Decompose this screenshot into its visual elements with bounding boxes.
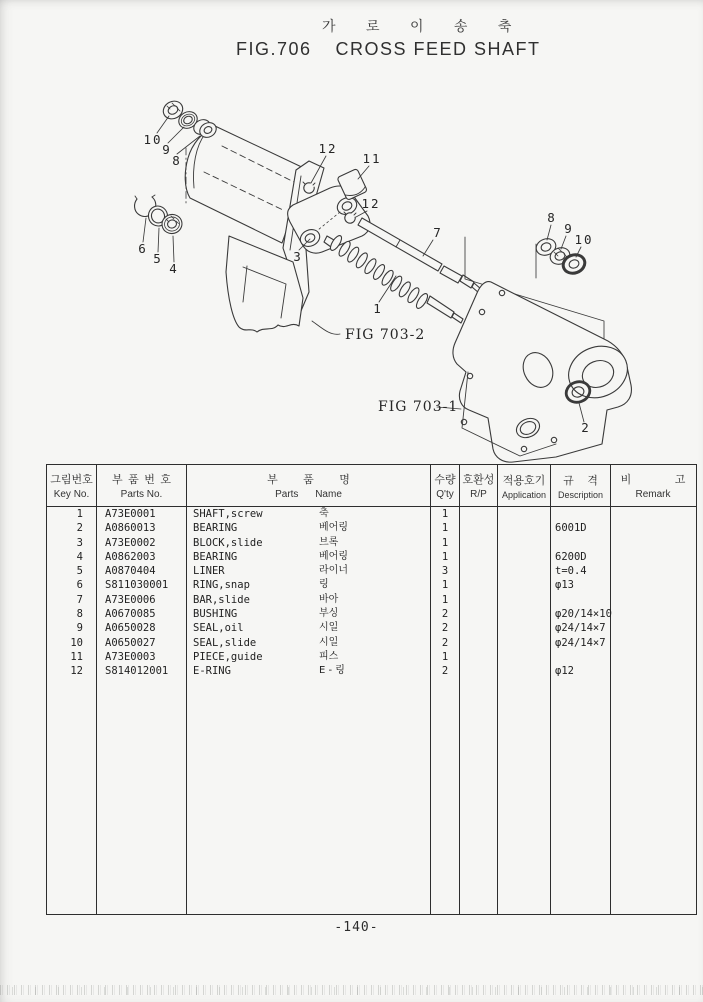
callout-label: 10 (143, 132, 163, 147)
cell-desc: φ24/14×7 (551, 636, 611, 650)
cell-app (498, 664, 551, 678)
cell-key: 7 (47, 593, 97, 607)
parts-table (46, 464, 697, 915)
part-name-en: SEAL,oil (193, 622, 244, 635)
part-name-ko: 바아 (319, 593, 339, 605)
cell-name (187, 593, 431, 607)
table-row (47, 564, 696, 578)
cell-app (498, 521, 551, 535)
cell-part: A0670085 (97, 607, 187, 621)
cell-desc (551, 507, 611, 521)
empty-cell (498, 679, 551, 914)
part-name-en: BAR,slide (193, 593, 250, 606)
title-english: CROSS FEED SHAFT (335, 39, 541, 59)
cell-app (498, 578, 551, 592)
cell-name (187, 650, 431, 664)
cell-key: 5 (47, 564, 97, 578)
table-row (47, 636, 696, 650)
cell-desc: t=0.4 (551, 564, 611, 578)
part-name-ko: 축 (319, 508, 329, 519)
cell-key: 8 (47, 607, 97, 621)
part-name-en: BUSHING (193, 608, 238, 621)
callout-label: 9 (162, 142, 170, 157)
table-body (47, 507, 696, 914)
cell-key: 12 (47, 664, 97, 678)
callout-label: 12 (318, 141, 338, 156)
table-empty-space (47, 679, 696, 914)
part-name-ko: 브록 (319, 536, 339, 548)
empty-cell (611, 679, 695, 914)
cell-part: S814012001 (97, 664, 187, 678)
empty-cell (187, 679, 431, 914)
cell-rp (460, 578, 498, 592)
cell-app (498, 507, 551, 521)
figure-reference-label: FIG 703-2 (345, 327, 426, 343)
col-header-remark: 비 고 Remark (620, 473, 686, 500)
cell-qty: 2 (431, 664, 460, 678)
col-header-name: 부 품 명 Parts Name (187, 465, 431, 506)
part-name-ko: 베어링 (319, 522, 348, 534)
part-name-en: BEARING (193, 550, 238, 563)
part-name-en: E-RING (193, 665, 231, 678)
callout-label: 10 (574, 232, 594, 247)
cell-name (187, 664, 431, 678)
callout-label: 9 (564, 221, 572, 236)
cell-desc: 6001D (551, 521, 611, 535)
cell-app (498, 550, 551, 564)
cell-rem (611, 521, 695, 535)
callout-label: 2 (581, 420, 589, 435)
cell-qty: 1 (431, 593, 460, 607)
cell-rp (460, 650, 498, 664)
empty-cell (431, 679, 460, 914)
cell-key: 9 (47, 621, 97, 635)
cell-rem (611, 507, 695, 521)
part-name-ko: 시일 (319, 636, 339, 648)
part-name-en: PIECE,guide (193, 650, 263, 663)
page-number: -140- (334, 920, 379, 935)
part-name-ko: 링 (319, 579, 329, 591)
cell-qty: 1 (431, 550, 460, 564)
cell-part: S811030001 (97, 578, 187, 592)
cell-app (498, 536, 551, 550)
cell-part: A73E0006 (97, 593, 187, 607)
part-name-ko: 베어링 (319, 550, 348, 562)
cell-key: 6 (47, 578, 97, 592)
empty-cell (460, 679, 498, 914)
col-header-key: 그림번호 Key No. (47, 465, 97, 506)
cell-app (498, 607, 551, 621)
col-header-partno: 부 품 번 호 Parts No. (97, 465, 187, 506)
callout-label: 1 (373, 301, 381, 316)
cell-rem (611, 664, 695, 678)
part-name-ko: 피스 (319, 650, 339, 662)
cell-rem (611, 578, 695, 592)
scan-artifact-strip (0, 979, 703, 1000)
cell-rem (611, 593, 695, 607)
cell-rem (611, 536, 695, 550)
diagram-figure-references (345, 327, 458, 415)
cell-desc: φ12 (551, 664, 611, 678)
part-name-en: RING,snap (193, 579, 250, 592)
empty-cell (97, 679, 187, 914)
cell-rp (460, 521, 498, 535)
cell-desc (551, 650, 611, 664)
col-header-rp: 호환성 R/P (460, 465, 498, 506)
cell-rp (460, 621, 498, 635)
cell-qty: 1 (431, 521, 460, 535)
col-header-qty: 수량 Q'ty (431, 465, 460, 506)
part-name-en: BLOCK,slide (193, 536, 263, 549)
callout-label: 8 (547, 210, 555, 225)
korean-title: 가 로 이 송 축 (322, 19, 525, 35)
empty-cell (551, 679, 611, 914)
cell-desc: φ20/14×10 (551, 607, 611, 621)
table-row (47, 607, 696, 621)
table-row (47, 507, 696, 521)
cell-qty: 1 (431, 650, 460, 664)
table-row (47, 621, 696, 635)
cell-qty: 1 (431, 507, 460, 521)
cell-desc (551, 536, 611, 550)
part-name-en: SEAL,slide (193, 636, 257, 649)
cell-key: 2 (47, 521, 97, 535)
cell-part: A73E0002 (97, 536, 187, 550)
cell-rem (611, 550, 695, 564)
cell-rem (611, 636, 695, 650)
cell-qty: 1 (431, 578, 460, 592)
cell-name (187, 550, 431, 564)
cell-name (187, 621, 431, 635)
part-name-en: SHAFT,screw (193, 508, 263, 520)
cell-key: 11 (47, 650, 97, 664)
callout-label: 6 (138, 241, 146, 256)
cell-rp (460, 536, 498, 550)
callout-label: 5 (153, 251, 161, 266)
cell-qty: 2 (431, 607, 460, 621)
cell-name (187, 636, 431, 650)
cell-desc: 6200D (551, 550, 611, 564)
table-row (47, 521, 696, 535)
cell-rp (460, 607, 498, 621)
cell-name (187, 607, 431, 621)
cell-part: A0860013 (97, 521, 187, 535)
cell-desc: φ24/14×7 (551, 621, 611, 635)
empty-cell (47, 679, 97, 914)
part-name-ko: 라이너 (319, 565, 348, 577)
cell-key: 10 (47, 636, 97, 650)
cell-app (498, 650, 551, 664)
cell-desc: φ13 (551, 578, 611, 592)
callout-label: 3 (293, 249, 301, 264)
cell-name (187, 564, 431, 578)
part-name-ko: 부싱 (319, 608, 339, 620)
cell-name (187, 578, 431, 592)
cell-name (187, 536, 431, 550)
cell-app (498, 636, 551, 650)
figure-reference-label: FIG 703-1 (378, 399, 459, 415)
callout-label: 11 (362, 151, 382, 166)
cell-qty: 3 (431, 564, 460, 578)
cell-key: 3 (47, 536, 97, 550)
cell-rem (611, 564, 695, 578)
cell-rp (460, 550, 498, 564)
cell-part: A0870404 (97, 564, 187, 578)
table-row (47, 550, 696, 564)
cell-part: A0650027 (97, 636, 187, 650)
cell-part: A0650028 (97, 621, 187, 635)
part-name-en: LINER (193, 565, 225, 578)
part-name-ko: E - 링 (319, 665, 345, 677)
callout-label: 8 (172, 153, 180, 168)
cell-rp (460, 507, 498, 521)
callout-label: 7 (433, 225, 441, 240)
table-row (47, 650, 696, 664)
callout-label: 12 (361, 196, 381, 211)
col-header-application: 적용호기 Application (498, 465, 551, 506)
cell-desc (551, 593, 611, 607)
cell-rp (460, 664, 498, 678)
cell-part: A73E0003 (97, 650, 187, 664)
cell-app (498, 593, 551, 607)
cell-rp (460, 636, 498, 650)
cell-name (187, 507, 431, 521)
cell-qty: 2 (431, 621, 460, 635)
table-row (47, 664, 696, 678)
cell-part: A0862003 (97, 550, 187, 564)
part-name-en: BEARING (193, 522, 238, 535)
figure-number: FIG.706 (236, 39, 312, 59)
cell-app (498, 621, 551, 635)
cell-rp (460, 564, 498, 578)
cell-qty: 1 (431, 536, 460, 550)
cell-name (187, 521, 431, 535)
callout-label: 4 (169, 261, 177, 276)
cell-rem (611, 621, 695, 635)
table-row (47, 578, 696, 592)
part-name-ko: 시일 (319, 622, 339, 634)
table-row (47, 536, 696, 550)
col-header-description: 규 격 Description (551, 465, 611, 506)
table-row (47, 593, 696, 607)
cell-part: A73E0001 (97, 507, 187, 521)
cell-rem (611, 650, 695, 664)
cell-rem (611, 607, 695, 621)
cell-key: 1 (47, 507, 97, 521)
table-header-row (47, 465, 696, 507)
cell-qty: 2 (431, 636, 460, 650)
cell-rp (460, 593, 498, 607)
cell-key: 4 (47, 550, 97, 564)
cell-app (498, 564, 551, 578)
